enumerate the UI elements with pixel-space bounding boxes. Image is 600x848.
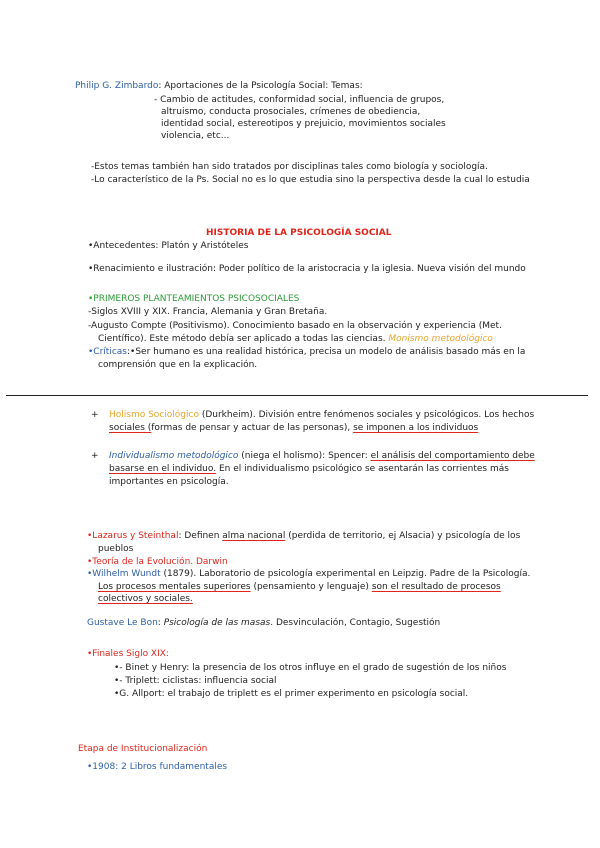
topic-line-2: altruismo, conducta prosociales, crímenes de obediencia, (161, 107, 421, 117)
topic-line-1: - Cambio de actitudes, conformidad social, influencia de grupos, (154, 95, 445, 105)
holismo-sociales: sociales ( (109, 423, 152, 433)
intro-text: : Aportaciones de la Psicología Social: Temas: (158, 81, 363, 91)
alma-nacional: alma nacional (222, 531, 286, 541)
holismo-imponen: se imponen a los individuos (353, 423, 479, 433)
renacimiento: •Renacimiento e ilustración: Poder político de la aristocracia y la iglesia. Nueva visión del mundo (88, 264, 526, 274)
wundt-resultado: son el resultado de procesos (371, 582, 501, 592)
wundt-procesos: Los procesos mentales superiores (98, 582, 251, 592)
wundt-label: •Wilhelm Wundt (87, 569, 161, 579)
indiv-label: Individualismo metodológico (109, 451, 239, 461)
lebon-line (87, 617, 440, 629)
holismo-line-2 (109, 422, 478, 434)
plus-bullet-2: + (91, 451, 99, 461)
lebon-text: . Desvinculación, Contagio, Sugestión (270, 618, 441, 628)
holismo-text-1: (Durkheim). División entre fenómenos sociales y psicológicos. Los hechos (198, 410, 535, 420)
wundt-line-1 (87, 568, 530, 580)
antecedentes: •Antecedentes: Platón y Aristóteles (88, 241, 249, 251)
plus-bullet-1: + (91, 410, 99, 420)
indiv-analisis: el análisis del comportamiento debe (370, 451, 535, 461)
holismo-line-1 (109, 409, 534, 421)
compte-line-2 (98, 333, 493, 345)
wundt-text-2: (pensamiento y lenguaje) (250, 582, 372, 592)
criticas-text-1: :•Ser humano es una realidad histórica, precisa un modelo de análisis basado más en la (126, 347, 526, 357)
lazarus-label: •Lazarus y Steinthal (87, 531, 179, 541)
finales-item-2: •- Triplett: ciclistas: influencia social (114, 676, 277, 686)
lebon-label: Gustave Le Bon (87, 618, 158, 628)
topic-line-4: violencia, etc... (161, 131, 230, 141)
lazarus-line-1 (87, 530, 520, 542)
horizontal-divider (6, 395, 588, 396)
author-name: Philip G. Zimbardo (75, 81, 159, 91)
etapa-item: •1908: 2 Libros fundamentales (87, 762, 228, 772)
lebon-colon: : (157, 618, 164, 628)
holismo-formas: formas de pensar y actuar de las personas), (151, 423, 354, 433)
holismo-label: Holismo Sociológico (109, 410, 199, 420)
finales-item-3: •G. Allport: el trabajo de triplett es el primer experimento en psicología social. (114, 689, 469, 699)
criticas-line-1 (88, 346, 525, 358)
indiv-basarse: basarse en el individuo. (109, 464, 217, 474)
intro-line (75, 80, 363, 92)
criticas-label: •Críticas (88, 347, 127, 357)
lazarus-line-2: pueblos (98, 544, 134, 554)
indiv-line-3: importantes en psicología. (109, 477, 229, 487)
indiv-line-2 (109, 463, 509, 475)
note-1: -Estos temas también han sido tratados por disciplinas tales como biología y sociología. (91, 162, 488, 172)
wundt-line-3: colectivos y sociales. (98, 594, 193, 604)
etapa-title: Etapa de Institucionalización (78, 744, 208, 754)
lazarus-text-1: : Definen (178, 531, 223, 541)
wundt-text-1: (1879). Laboratorio de psicología experimental en Leipzig. Padre de la Psicología. (160, 569, 531, 579)
indiv-text-2: En el individualismo psicológico se asentarán las corrientes más (216, 464, 509, 474)
monismo-highlight: Monismo metodológico (388, 334, 493, 344)
lebon-book: Psicología de las masas (163, 618, 271, 628)
note-2: -Lo característico de la Ps. Social no es lo que estudia sino la perspectiva desde la cual lo estudia (91, 175, 530, 185)
darwin-line: •Teoría de la Evolución. Darwin (87, 557, 228, 567)
indiv-text-1: (niega el holismo): Spencer: (238, 451, 371, 461)
finales-title: •Finales Siglo XIX: (87, 649, 169, 659)
criticas-line-2: comprensión que en la explicación. (98, 360, 258, 370)
compte-line-1: -Augusto Compte (Positivismo). Conocimiento basado en la observación y experiencia (Met. (88, 321, 502, 331)
planteamientos-title: •PRIMEROS PLANTEAMIENTOS PSICOSOCIALES (88, 294, 300, 304)
finales-item-1: •- Binet y Henry: la presencia de los otros influye en el grado de sugestión de los niños (114, 663, 507, 673)
compte-text: Científico). Este método debía ser aplicado a todas las ciencias. (98, 334, 386, 344)
lazarus-text-2: (perdida de territorio, ej Alsacia) y psicología de los (285, 531, 521, 541)
topic-line-3: identidad social, estereotipos y prejuicio, movimientos sociales (161, 119, 446, 129)
section-title-historia: HISTORIA DE LA PSICOLOGÍA SOCIAL (206, 228, 392, 238)
siglos-line: -Siglos XVIII y XIX. Francia, Alemania y Gran Bretaña. (88, 307, 328, 317)
wundt-line-2 (98, 581, 501, 593)
indiv-line-1 (109, 450, 535, 462)
